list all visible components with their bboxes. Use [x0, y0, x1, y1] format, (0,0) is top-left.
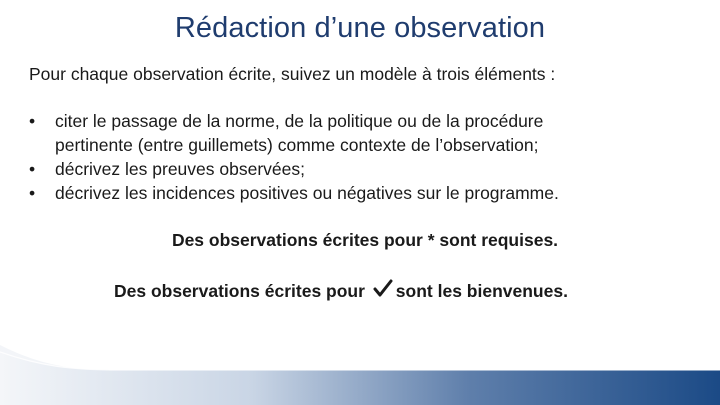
required-note: Des observations écrites pour * sont requises.	[171, 230, 559, 250]
list-item-line: décrivez les incidences positives ou négatives sur le programme.	[55, 183, 559, 203]
element-list	[29, 109, 709, 205]
list-item-line: décrivez les preuves observées;	[55, 159, 305, 179]
bullet-icon: •	[29, 111, 36, 131]
checkmark-icon	[370, 278, 396, 304]
intro-text-start: Pour	[29, 64, 71, 84]
intro-text-end: observation écrite, suivez un modèle à trois éléments :	[128, 64, 556, 84]
list-item-line: citer le passage de la norme, de la politique ou de la procédure	[55, 111, 544, 131]
intro-emphasis: chaque	[70, 64, 129, 84]
bullet-icon: •	[29, 159, 36, 179]
welcome-note-end: sont les bienvenues.	[395, 281, 568, 301]
intro-text	[29, 64, 709, 85]
decorative-wave-band	[0, 300, 720, 405]
bullet-icon: •	[29, 183, 36, 203]
list-item	[29, 157, 709, 181]
welcome-note	[114, 278, 568, 304]
welcome-note-start: Des observations écrites pour	[114, 281, 370, 301]
list-item	[29, 109, 709, 157]
slide-title: Rédaction d’une observation	[174, 12, 546, 44]
list-item-line: pertinente (entre guillemets) comme contexte de l’observation;	[55, 135, 539, 155]
list-item	[29, 181, 709, 205]
